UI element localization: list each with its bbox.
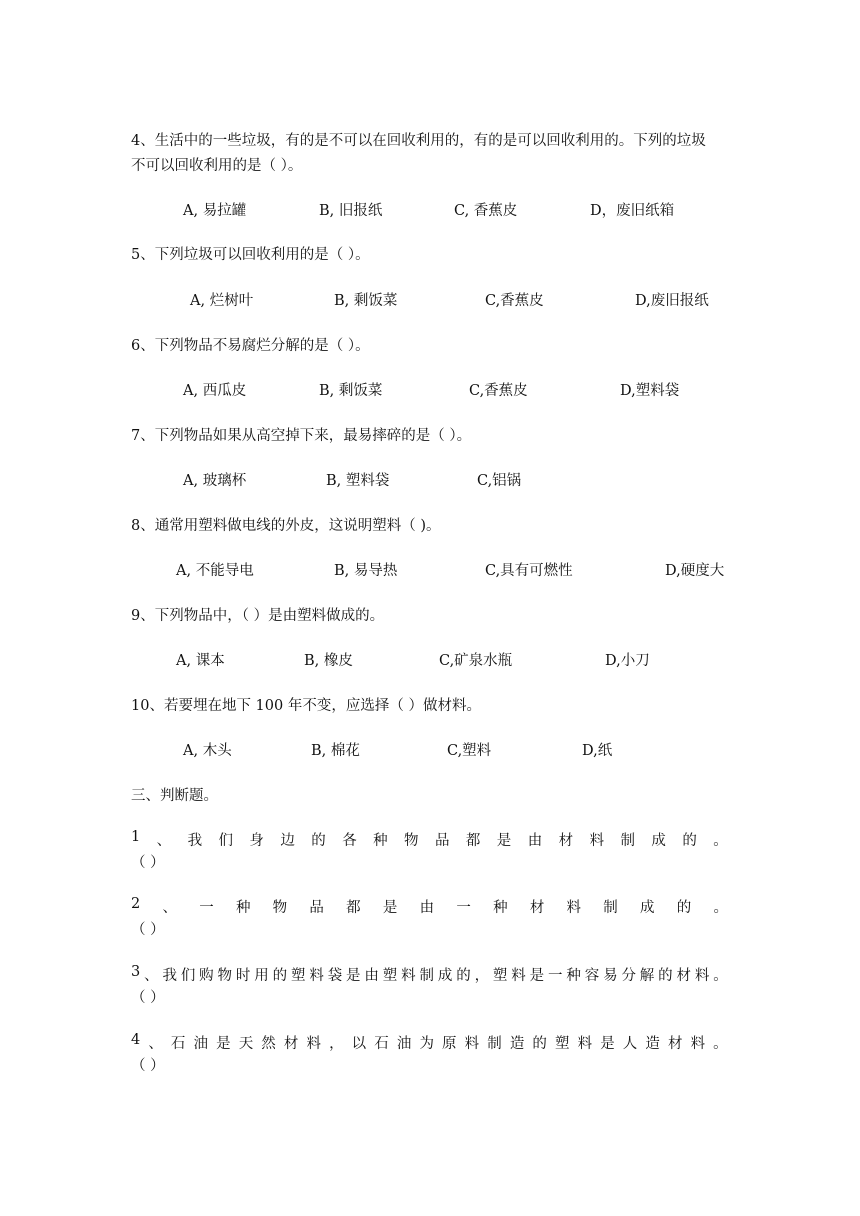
question-4-option-d: D，废旧纸箱 [590,203,675,219]
question-6-option-d: D,塑料袋 [620,383,680,399]
question-9-option-d: D,小刀 [605,653,650,669]
question-4-option-c: C, 香蕉皮 [454,203,518,219]
question-6-option-c: C,香蕉皮 [469,383,528,399]
question-10-option-c: C,塑料 [447,743,492,759]
question-5-option-a: A, 烂树叶 [190,293,254,309]
question-4-stem-line2: 不可以回收利用的是（ ）。 [131,158,303,174]
question-9-option-c: C,矿泉水瓶 [439,653,513,669]
question-10-stem: 10、若要埋在地下 100 年不变，应选择（ ）做材料。 [131,698,481,714]
question-7-option-c: C,铝锅 [477,473,522,489]
judge-question-1-answer-blank: （ ） [131,855,165,871]
question-8-option-d: D,硬度大 [665,563,725,579]
question-8-option-b: B, 易导热 [334,563,398,579]
question-6-option-a: A, 西瓜皮 [183,383,247,399]
question-10-option-a: A, 木头 [183,743,232,759]
question-5-option-c: C,香蕉皮 [485,293,544,309]
question-8-option-c: C,具有可燃性 [485,563,573,579]
judge-question-2-text: 2 、 一 种 物 品 都 是 由 一 种 材 料 制 成 的 。 [131,896,728,916]
judge-question-4-answer-blank: （ ） [131,1058,165,1074]
section-title-judgement: 三、判断题。 [131,788,218,804]
question-9-option-a: A, 课本 [176,653,225,669]
question-5-option-b: B, 剩饭菜 [334,293,398,309]
question-7-option-a: A, 玻璃杯 [183,473,247,489]
question-10-option-b: B, 棉花 [311,743,360,759]
judge-question-1-text: 1 、 我 们 身 边 的 各 种 物 品 都 是 由 材 料 制 成 的 。 [131,829,728,849]
question-5-option-d: D,废旧报纸 [635,293,709,309]
question-9-option-b: B, 橡皮 [304,653,353,669]
judge-question-3-answer-blank: （ ） [131,990,165,1006]
judge-question-4-text: 4 、 石 油 是 天 然 材 料 ， 以 石 油 为 原 料 制 造 的 塑 料 是 人 造 材 料 。 [131,1032,728,1052]
question-4-option-b: B, 旧报纸 [319,203,383,219]
question-9-stem: 9、下列物品中，（ ）是由塑料做成的。 [131,608,385,624]
question-10-option-d: D,纸 [582,743,613,759]
question-6-stem: 6、下列物品不易腐烂分解的是（ ）。 [131,338,370,354]
question-8-stem: 8、通常用塑料做电线的外皮，这说明塑料（ )。 [131,518,441,534]
judge-question-2-answer-blank: （ ） [131,922,165,938]
question-8-option-a: A, 不能导电 [176,563,254,579]
question-4-stem-line1: 4、生活中的一些垃圾，有的是不可以在回收利用的，有的是可以回收利用的。下列的垃圾 [131,133,706,149]
judge-question-3-text: 3 、 我 们 购 物 时 用 的 塑 料 袋 是 由 塑 料 制 成 的 ， 塑 料 是 一 种 容 易 分 解 的 材 料 。 [131,964,728,984]
question-4-option-a: A, 易拉罐 [183,203,247,219]
question-7-stem: 7、下列物品如果从高空掉下来，最易摔碎的是（ ）。 [131,428,472,444]
question-5-stem: 5、下列垃圾可以回收利用的是（ ）。 [131,247,370,263]
question-7-option-b: B, 塑料袋 [326,473,390,489]
question-6-option-b: B, 剩饭菜 [319,383,383,399]
